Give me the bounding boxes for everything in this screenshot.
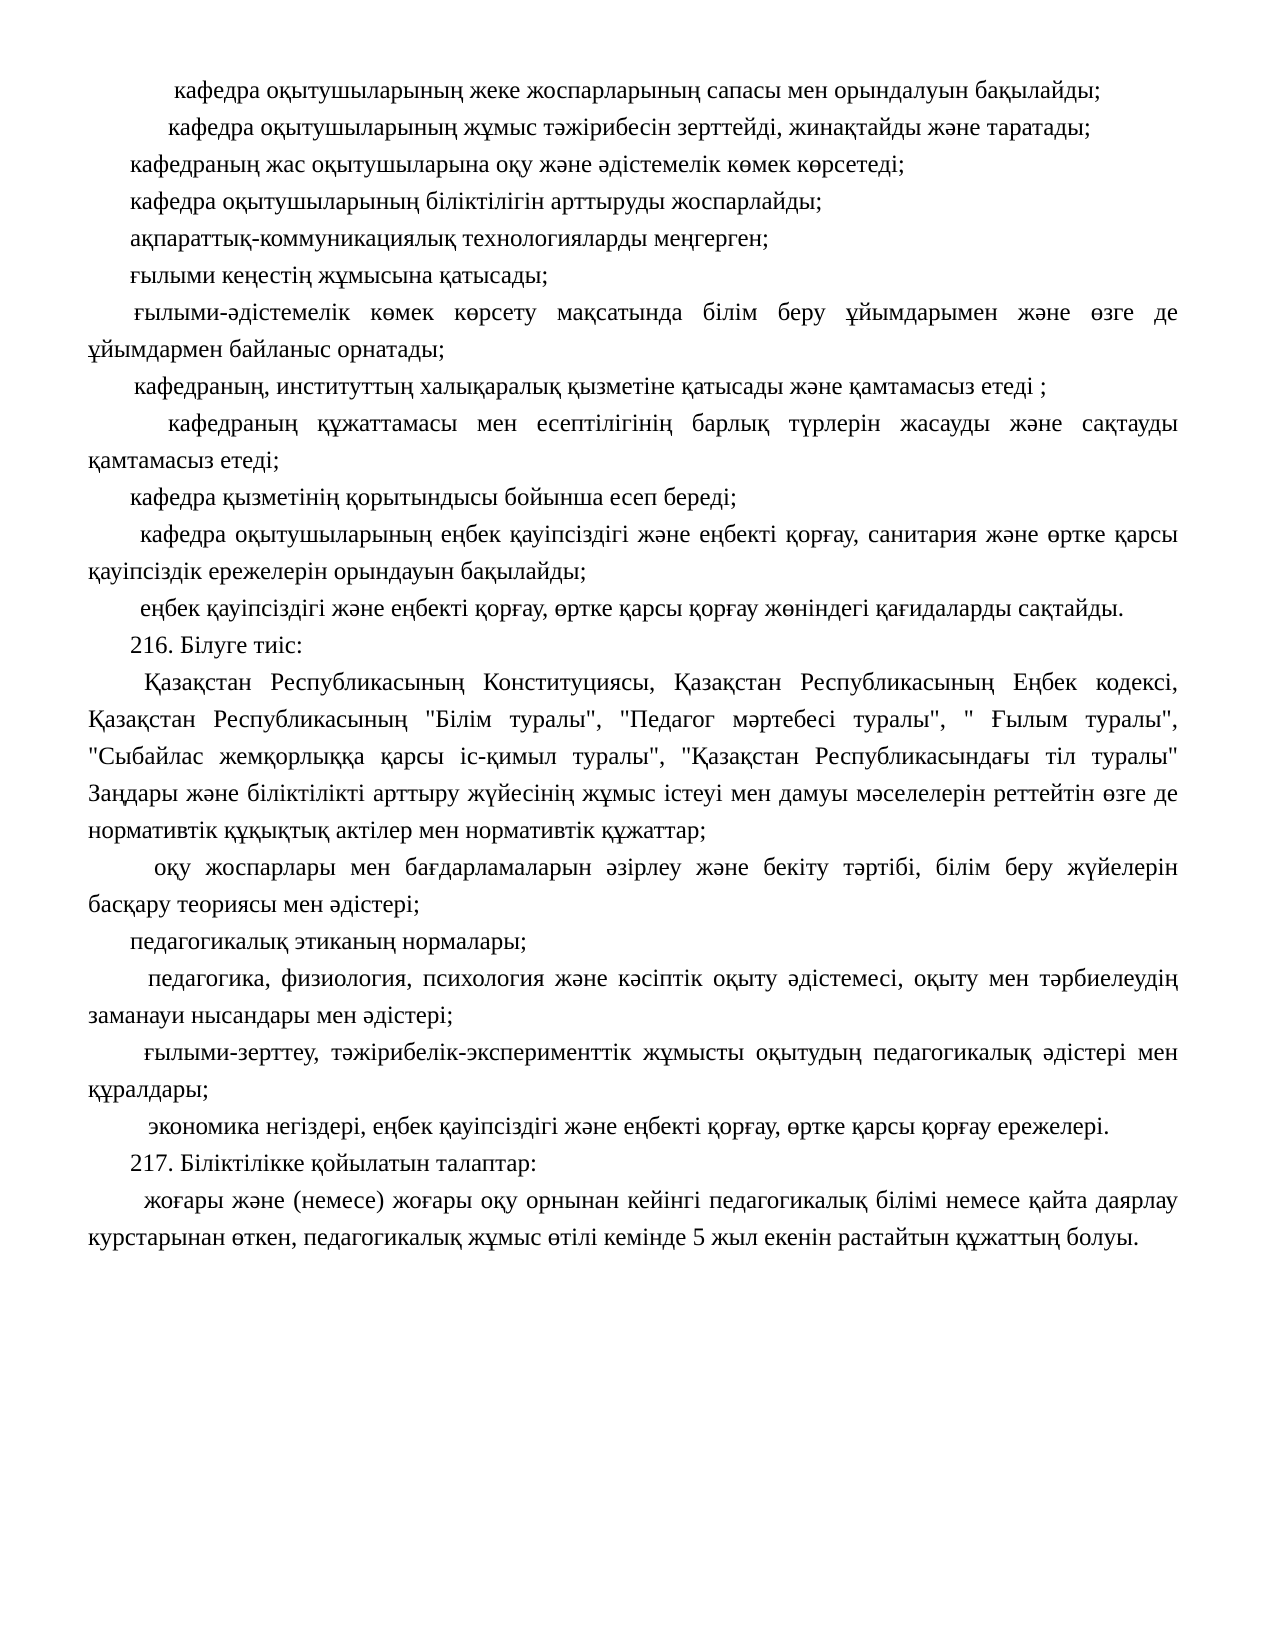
paragraph-duty-safety-control: кафедра оқытушыларының еңбек қауіпсіздігі және еңбекті қорғау, санитария және өртке қарсы қауіпсіздік ережелерін орындауын бақылайды; — [88, 521, 1178, 585]
section-heading-217-qualification: 217. Біліктілікке қойылатын талаптар: — [130, 1150, 537, 1177]
paragraph-knowledge-curricula: оқу жоспарлары мен бағдарламаларын әзірлеу және бекіту тәртібі, білім беру жүйелерін басқару теориясы мен әдістері; — [88, 854, 1178, 918]
paragraph-duty-plans-control: кафедра оқытушыларының жеке жоспарларының сапасы мен орындалуын бақылайды; — [174, 77, 1101, 104]
paragraph-knowledge-pedagogy: педагогика, физиология, психология және кәсіптік оқыту әдістемесі, оқыту мен тәрбиелеудің заманауи нысандары мен әдістері; — [88, 965, 1178, 1029]
paragraph-duty-ict-skills: ақпараттық-коммуникациялық технологияларды меңгерген; — [130, 225, 769, 252]
paragraph-duty-safety-compliance: еңбек қауіпсіздігі және еңбекті қорғау, өртке қарсы қорғау жөніндегі қағидаларды сақтайды. — [140, 595, 1125, 622]
paragraph-knowledge-economics-safety: экономика негіздері, еңбек қауіпсіздігі және еңбекті қорғау, өртке қарсы қорғау ережелері. — [148, 1113, 1110, 1140]
document-body — [88, 72, 1178, 1256]
paragraph-knowledge-research-methods: ғылыми-зерттеу, тәжірибелік-эксперименттік жұмысты оқытудың педагогикалық әдістері мен құралдары; — [88, 1039, 1178, 1103]
paragraph-knowledge-laws: Қазақстан Республикасының Конституциясы, Қазақстан Республикасының Еңбек кодексі, Қазақстан Республикасының "Білім туралы", "Педагог мәртебесі туралы", " Ғылым туралы", "Сыбайлас жемқорлыққа қарсы іс-қимыл туралы", "Қазақстан Республикасындағы тіл туралы" Заңдары және біліктілікті арттыру жүйесінің жұмыс істеуі мен дамуы мәселелерін реттейтін өзге де нормативтік құқықтық актілер мен нормативтік құжаттар; — [88, 669, 1178, 844]
paragraph-duty-experience-study: кафедра оқытушыларының жұмыс тәжірибесін зерттейді, жинақтайды және таратады; — [168, 114, 1091, 141]
paragraph-duty-documentation: кафедраның құжаттамасы мен есептілігінің барлық түрлерін жасауды және сақтауды қамтамасыз етеді; — [88, 410, 1178, 474]
paragraph-duty-scientific-council: ғылыми кеңестің жұмысына қатысады; — [130, 262, 549, 289]
paragraph-duty-qualification-planning: кафедра оқытушыларының біліктілігін арттыруды жоспарлайды; — [130, 188, 823, 215]
paragraph-duty-reporting: кафедра қызметінің қорытындысы бойынша есеп береді; — [130, 484, 737, 511]
paragraph-qualification-requirements: жоғары және (немесе) жоғары оқу орнынан кейінгі педагогикалық білімі немесе қайта даярлау курстарынан өткен, педагогикалық жұмыс өтілі кемінде 5 жыл екенін растайтын құжаттың болуы. — [88, 1187, 1178, 1251]
paragraph-duty-organizations-liaison: ғылыми-әдістемелік көмек көрсету мақсатында білім беру ұйымдарымен және өзге де ұйымдармен байланыс орнатады; — [88, 299, 1178, 363]
paragraph-knowledge-ethics: педагогикалық этиканың нормалары; — [130, 928, 527, 955]
paragraph-duty-young-teachers-help: кафедраның жас оқытушыларына оқу және әдістемелік көмек көрсетеді; — [130, 151, 905, 178]
section-heading-216-must-know: 216. Білуге тиіс: — [130, 632, 303, 659]
paragraph-duty-international-activity: кафедраның, институттың халықаралық қызметіне қатысады және қамтамасыз етеді ; — [134, 373, 1047, 400]
